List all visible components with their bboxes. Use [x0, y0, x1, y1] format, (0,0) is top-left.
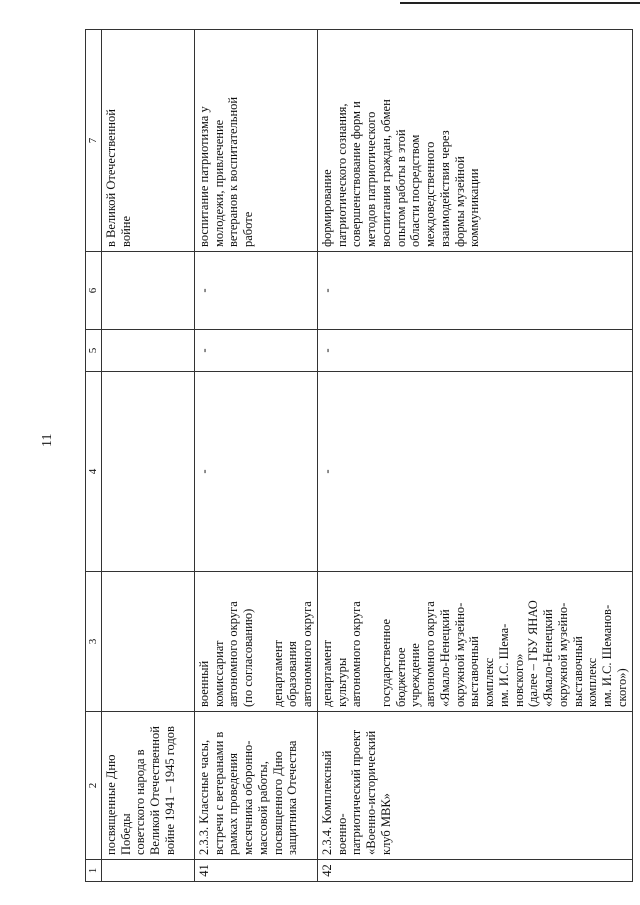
plan-table	[85, 29, 633, 882]
executor-cell: департамент культуры автономного округа государственное бюджетное учреждение автономного округа «Ямало-Ненецкий окружной музейно- выставочный комплекс им. И.С. Шема- новского» (далее – ГБУ ЯНАО «Ямало-Ненецкий окружной музейно- выставочный комплекс им. И.С. Шеманов- ского»)	[317, 572, 632, 712]
col6-cell: -	[317, 252, 632, 330]
event-cell: 2.3.3. Классные часы, встречи с ветеранами в рамках проведения месячника оборонно- массовой работы, посвященного Дню защитника Отечества	[194, 712, 317, 860]
col5-cell: -	[317, 330, 632, 372]
result-cell: в Великой Отечественной войне	[101, 30, 194, 252]
result-cell: воспитание патриотизма у молодежи, привлечение ветеранов к воспитательной работе	[194, 30, 317, 252]
col6-cell	[101, 252, 194, 330]
column-header: 1	[86, 860, 102, 882]
col5-cell	[101, 330, 194, 372]
column-number-row	[86, 30, 102, 882]
column-header: 6	[86, 252, 102, 330]
col4-cell	[101, 372, 194, 572]
col5-cell: -	[194, 330, 317, 372]
column-header: 2	[86, 712, 102, 860]
table-row	[194, 30, 317, 882]
row-number: 42	[317, 860, 632, 882]
column-header: 7	[86, 30, 102, 252]
row-number	[101, 860, 194, 882]
column-header: 3	[86, 572, 102, 712]
column-header: 5	[86, 330, 102, 372]
table-row	[101, 30, 194, 882]
event-cell: посвященные Дню Победы советского народа в Великой Отечественной войне 1941 – 1945 годов	[101, 712, 194, 860]
col4-cell: -	[194, 372, 317, 572]
col6-cell: -	[194, 252, 317, 330]
page-number: 11	[40, 433, 55, 447]
top-rule	[400, 2, 640, 4]
row-number: 41	[194, 860, 317, 882]
table-row	[317, 30, 632, 882]
rotated-table-container	[85, 30, 633, 882]
col4-cell: -	[317, 372, 632, 572]
column-header: 4	[86, 372, 102, 572]
result-cell: формирование патриотического сознания, совершенствование форм и методов патриотического воспитания граждан, обмен опытом работы в этой области посредством междоведственного взаимодействия через формы музейной коммуникации	[317, 30, 632, 252]
event-cell: 2.3.4. Комплексный военно- патриотический проект «Военно-исторический клуб МВК»	[317, 712, 632, 860]
executor-cell: военный комиссариат автономного округа (по согласованию) департамент образования автономного округа	[194, 572, 317, 712]
executor-cell	[101, 572, 194, 712]
